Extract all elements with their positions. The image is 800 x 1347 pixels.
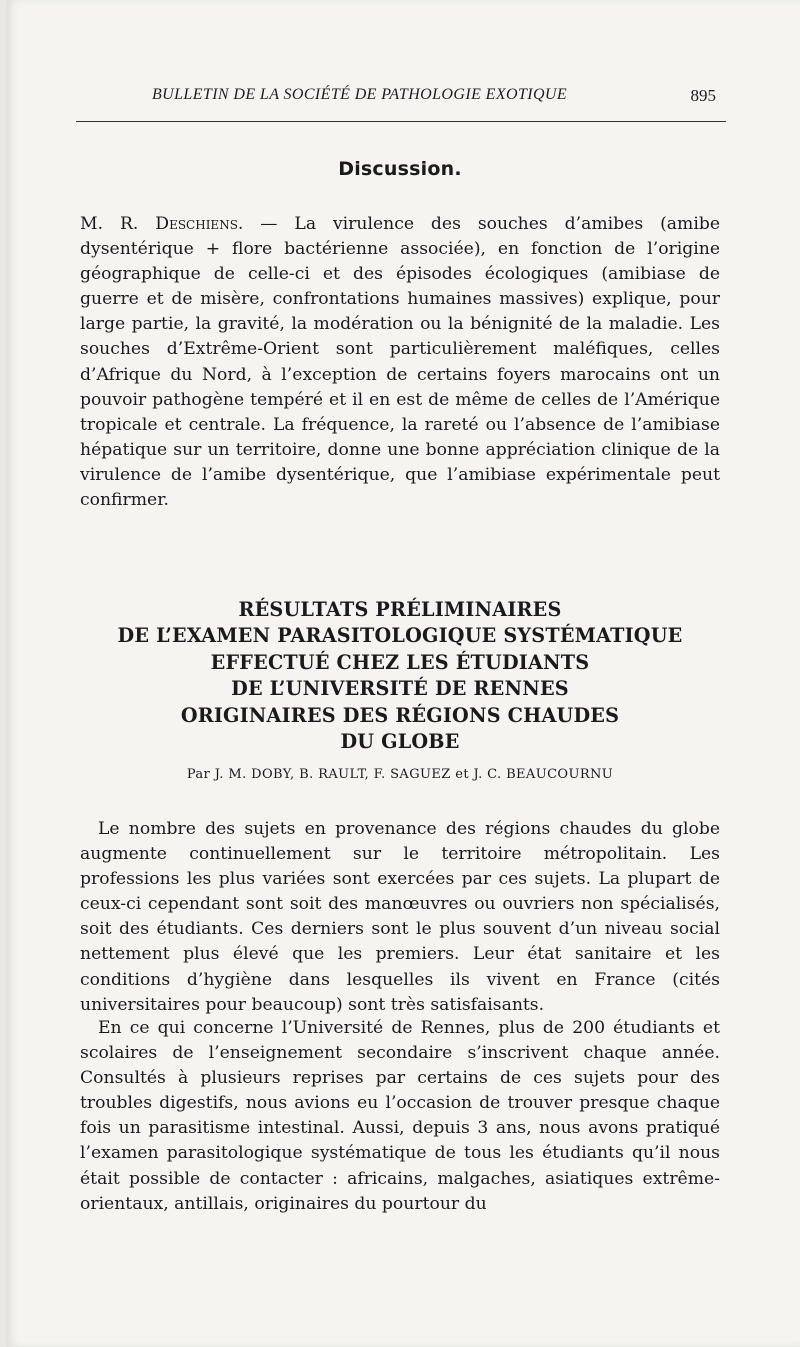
article-title-line: RÉSULTATS PRÉLIMINAIRES bbox=[238, 598, 562, 621]
page-header bbox=[76, 86, 726, 110]
discussion-text: — La virulence des souches d’amibes (amibe dysentérique + flore bactérienne associée), en fonction de l’origine géographique de celle-ci et des épisodes écologiques (amibiase de guerre et de misère, confrontations humaines massives) explique, pour large partie, la gravité, la modération ou la bénignité de la maladie. Les souches d’Extrême-Orient sont particulièrement maléfiques, celles d’Afrique du Nord, à l’exception de certains foyers marocains ont un pouvoir pathogène tempéré et il en est de même de celles de l’Amérique tropicale et centrale. La fréquence, la rareté ou l’absence de l’amibiase hépatique sur un territoire, donne une bonne appréciation clinique de la virulence de l’amibe dysentérique, que l’amibiase expérimentale peut confirmer. bbox=[80, 214, 720, 511]
page-number: 895 bbox=[690, 86, 716, 105]
header-rule bbox=[76, 121, 726, 122]
article-authors: Par J. M. DOBY, B. RAULT, F. SAGUEZ et J. C. BEAUCOURNU bbox=[186, 767, 614, 782]
speaker-name: M. R. Deschiens. bbox=[80, 214, 244, 234]
article-paragraph: En ce qui concerne l’Université de Rennes, plus de 200 étudiants et scolaires de l’enseignement secondaire s’inscrivent chaque année. Consultés à plusieurs reprises par certains de ces sujets pour des troubles digestifs, nous avions eu l’occasion de trouver presque chaque fois un parasitisme intestinal. Aussi, depuis 3 ans, nous avons pratiqué l’examen parasitologique systématique de tous les étudiants qu’il nous était possible de contacter : africains, malgaches, asiatiques extrême-orientaux, antillais, originaires du pourtour du bbox=[80, 1018, 720, 1214]
discussion-heading: Discussion. bbox=[338, 158, 462, 180]
article-paragraph: Le nombre des sujets en provenance des régions chaudes du globe augmente continuellement sur le territoire métropolitain. Les professions les plus variées sont exercées par ces sujets. La plupart de ceux-ci cependant sont soit des manœuvres ou ouvriers non spécialisés, soit des étudiants. Ces derniers sont le plus souvent d’un niveau social nettement plus élevé que les premiers. Leur état sanitaire et les conditions d’hygiène dans lesquelles ils vivent en France (cités universitaires pour beaucoup) sont très satisfaisants. bbox=[80, 819, 720, 1015]
running-title: BULLETIN DE LA SOCIÉTÉ DE PATHOLOGIE EXOTIQUE bbox=[152, 86, 568, 103]
article-title-line: ORIGINAIRES DES RÉGIONS CHAUDES bbox=[180, 703, 620, 727]
article-title bbox=[80, 597, 720, 755]
article-title-line: DE L’UNIVERSITÉ DE RENNES bbox=[231, 677, 569, 701]
journal-page bbox=[6, 0, 800, 1347]
article-title-line: DE L’EXAMEN PARASITOLOGIQUE SYSTÉMATIQUE bbox=[117, 624, 683, 648]
article-title-line: EFFECTUÉ CHEZ LES ÉTUDIANTS bbox=[210, 650, 590, 674]
article-title-line: DU GLOBE bbox=[340, 730, 460, 754]
discussion-paragraph bbox=[80, 212, 720, 513]
